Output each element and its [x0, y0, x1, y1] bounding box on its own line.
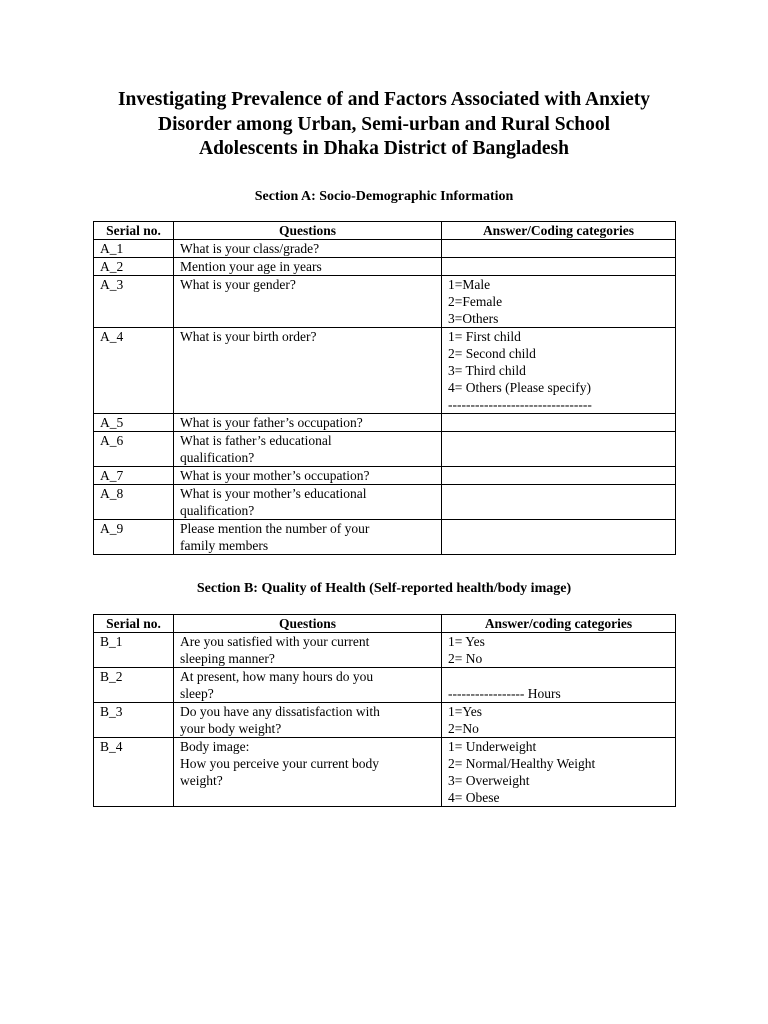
- serial-cell: A_4: [94, 328, 174, 414]
- section-a-heading: Section A: Socio-Demographic Information: [254, 189, 514, 204]
- table-row: [94, 276, 676, 328]
- question-text: What is your gender?: [180, 277, 296, 292]
- table-row: [94, 258, 676, 276]
- table-row: [94, 703, 676, 738]
- answer-option: 2= Second child: [448, 346, 536, 361]
- answer-cell: [442, 703, 676, 738]
- question-text: Body image:: [180, 739, 250, 754]
- question-text: Mention your age in years: [180, 259, 322, 274]
- answer-cell: [442, 520, 676, 555]
- table-row: [94, 328, 676, 414]
- answer-cell: [442, 414, 676, 432]
- table-row: [94, 738, 676, 807]
- question-text: Are you satisfied with your current: [180, 634, 370, 649]
- table-row: [94, 520, 676, 555]
- question-cell: [174, 240, 442, 258]
- answer-option: 2= No: [448, 651, 483, 666]
- question-text: qualification?: [180, 450, 255, 465]
- serial-header: Serial no.: [94, 615, 174, 633]
- serial-cell: A_9: [94, 520, 174, 555]
- answer-option: 2=No: [448, 721, 479, 736]
- answer-cell: [442, 633, 676, 668]
- serial-cell: A_8: [94, 485, 174, 520]
- section-b-body: [94, 633, 676, 807]
- question-text: sleeping manner?: [180, 651, 275, 666]
- document-title: [60, 88, 708, 162]
- serial-cell: B_3: [94, 703, 174, 738]
- question-cell: [174, 432, 442, 467]
- question-cell: [174, 414, 442, 432]
- question-cell: [174, 467, 442, 485]
- question-cell: [174, 258, 442, 276]
- answer-option: 1=Yes: [448, 704, 483, 719]
- answer-option: 1=Male: [448, 277, 491, 292]
- section-a-body: [94, 240, 676, 555]
- answer-option: 2=Female: [448, 294, 503, 309]
- answer-option: [448, 668, 669, 685]
- serial-cell: B_4: [94, 738, 174, 807]
- serial-cell: A_7: [94, 467, 174, 485]
- answer-option: 2= Normal/Healthy Weight: [448, 756, 596, 771]
- serial-cell: A_3: [94, 276, 174, 328]
- section-a-table: [93, 221, 676, 555]
- question-text: sleep?: [180, 686, 214, 701]
- answers-header: Answer/Coding categories: [442, 222, 676, 240]
- answer-option: 4= Others (Please specify): [448, 380, 591, 395]
- table-row: [94, 414, 676, 432]
- table-row: [94, 633, 676, 668]
- question-cell: [174, 633, 442, 668]
- answer-cell: [442, 276, 676, 328]
- question-text: What is your birth order?: [180, 329, 317, 344]
- answer-option: 4= Obese: [448, 790, 500, 805]
- answer-cell: [442, 328, 676, 414]
- questions-header: Questions: [174, 615, 442, 633]
- question-text: your body weight?: [180, 721, 282, 736]
- serial-cell: A_1: [94, 240, 174, 258]
- question-cell: [174, 485, 442, 520]
- question-text: What is your father’s occupation?: [180, 415, 363, 430]
- serial-cell: A_6: [94, 432, 174, 467]
- section-b-table: [93, 614, 676, 807]
- question-cell: [174, 738, 442, 807]
- answer-option: 1= Underweight: [448, 739, 537, 754]
- table-header-row: [94, 615, 676, 633]
- answer-option: 3= Third child: [448, 363, 526, 378]
- title-line-1: Investigating Prevalence of and Factors Associated with Anxiety: [117, 89, 651, 110]
- answer-option: 3=Others: [448, 311, 499, 326]
- answers-header: Answer/coding categories: [442, 615, 676, 633]
- question-text: What is your mother’s educational: [180, 486, 367, 501]
- question-cell: [174, 703, 442, 738]
- question-text: qualification?: [180, 503, 255, 518]
- question-text: family members: [180, 538, 269, 553]
- question-cell: [174, 668, 442, 703]
- question-text: At present, how many hours do you: [180, 669, 374, 684]
- answer-option: 1= First child: [448, 329, 521, 344]
- question-text: weight?: [180, 773, 223, 788]
- section-b-heading: Section B: Quality of Health (Self-reported health/body image): [196, 581, 572, 596]
- answer-cell: [442, 258, 676, 276]
- serial-header: Serial no.: [94, 222, 174, 240]
- question-text: What is your mother’s occupation?: [180, 468, 370, 483]
- questions-header: Questions: [174, 222, 442, 240]
- answer-option: 1= Yes: [448, 634, 485, 649]
- question-cell: [174, 520, 442, 555]
- table-row: [94, 240, 676, 258]
- question-text: How you perceive your current body: [180, 756, 380, 771]
- answer-cell: [442, 432, 676, 467]
- answer-cell: [442, 485, 676, 520]
- question-text: What is your class/grade?: [180, 241, 320, 256]
- serial-cell: B_2: [94, 668, 174, 703]
- question-cell: [174, 276, 442, 328]
- answer-cell: [442, 738, 676, 807]
- serial-cell: A_2: [94, 258, 174, 276]
- question-text: What is father’s educational: [180, 433, 332, 448]
- table-row: [94, 485, 676, 520]
- title-line-2: Disorder among Urban, Semi-urban and Rural School: [158, 113, 610, 135]
- table-row: [94, 668, 676, 703]
- question-text: Do you have any dissatisfaction with: [180, 704, 380, 719]
- answer-cell: [442, 240, 676, 258]
- answer-option: 3= Overweight: [448, 773, 530, 788]
- answer-option: ----------------- Hours: [448, 686, 561, 701]
- question-cell: [174, 328, 442, 414]
- answer-option: --------------------------------: [448, 397, 592, 412]
- answer-cell: [442, 668, 676, 703]
- table-header-row: [94, 222, 676, 240]
- answer-cell: [442, 467, 676, 485]
- table-row: [94, 467, 676, 485]
- table-row: [94, 432, 676, 467]
- title-line-3: Adolescents in Dhaka District of Bangladesh: [199, 138, 569, 159]
- serial-cell: A_5: [94, 414, 174, 432]
- question-text: Please mention the number of your: [180, 521, 370, 536]
- serial-cell: B_1: [94, 633, 174, 668]
